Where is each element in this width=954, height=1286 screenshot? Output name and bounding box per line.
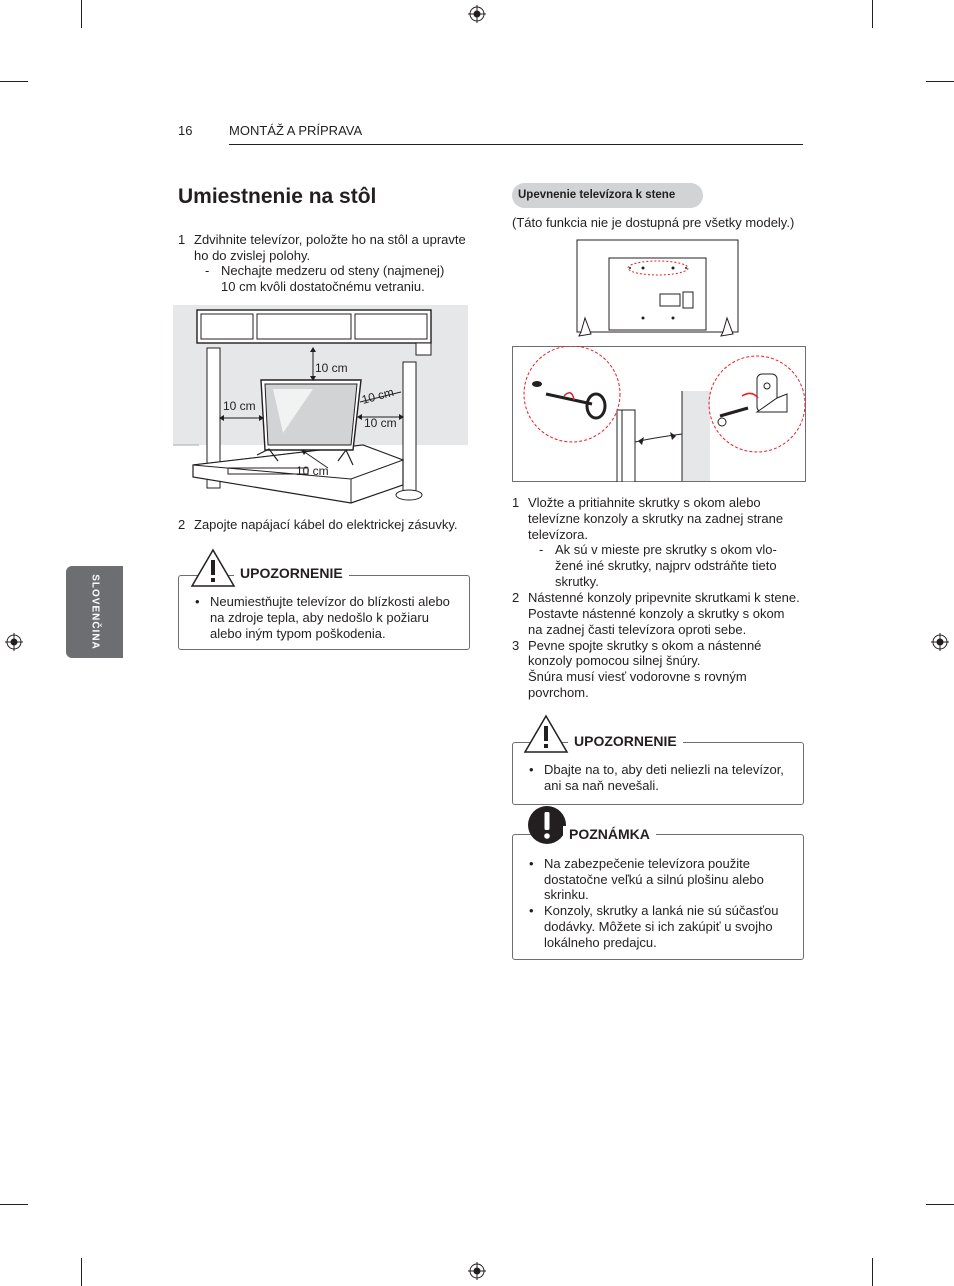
sub-text-line: žené iné skrutky, najprv odstráňte tieto [555, 558, 777, 573]
note-text-line: Na zabezpečenie televízora použite [544, 856, 750, 871]
step-text-line: konzoly pomocou silnej šnúry. [528, 653, 701, 668]
crop-mark [926, 81, 954, 82]
caution-text-line: ani sa naň nevešali. [544, 778, 659, 793]
caution-title: UPOZORNENIE [568, 733, 683, 749]
clearance-label-front: 10 cm [296, 464, 329, 478]
language-tab [66, 566, 123, 658]
warning-triangle-icon [523, 714, 569, 754]
tv-on-stand-illustration [173, 305, 468, 505]
sub-dash: - [539, 542, 544, 557]
clearance-label-right: 10 cm [364, 416, 397, 430]
crop-mark [926, 1204, 954, 1205]
crop-mark [81, 1258, 82, 1286]
step-text-line: televízne konzoly a skrutky na zadnej strane [528, 511, 784, 526]
crop-mark [872, 1258, 873, 1286]
caution-text-line: Dbajte na to, aby deti neliezli na televízor, [544, 762, 784, 777]
section-title: MONTÁŽ A PRÍPRAVA [229, 123, 363, 138]
wall-mount-illustration [512, 346, 806, 482]
step-number: 3 [512, 638, 520, 653]
sub-text-line: 10 cm kvôli dostatočnému vetraniu. [221, 279, 425, 294]
sub-text-line: Nechajte medzeru od steny (najmenej) [221, 263, 445, 278]
crop-mark [872, 0, 873, 28]
bullet-marker: • [195, 594, 200, 609]
clearance-label-right-back: 10 cm [360, 384, 396, 407]
section-pill [512, 183, 703, 208]
step-text-line: ho do zvislej polohy. [194, 248, 311, 263]
bullet-marker: • [529, 903, 534, 918]
page-heading: Umiestnenie na stôl [178, 185, 377, 208]
caution-text-line: alebo iným typom poškodenia. [210, 626, 386, 641]
note-title: POZNÁMKA [563, 826, 656, 842]
step-number: 2 [512, 590, 520, 605]
sub-dash: - [205, 263, 210, 278]
step-text-line: Zdvihnite televízor, položte ho na stôl a upravte [194, 232, 466, 247]
note-text-line: dostatočne veľkú a silnú plošinu alebo [544, 872, 764, 887]
sub-text-line: Ak sú v mieste pre skrutky s okom vlo- [555, 542, 777, 557]
step-text-line: na zadnej časti televízora oproti sebe. [528, 622, 747, 637]
registration-mark-icon [468, 1262, 486, 1280]
tv-back-illustration [575, 238, 745, 340]
registration-mark-icon [468, 5, 486, 23]
step-text-line: povrchom. [528, 685, 589, 700]
language-tab-label: SLOVENČINA [89, 574, 100, 650]
step-text-line: Nástenné konzoly pripevnite skrutkami k stene. [528, 590, 800, 605]
step-text-line: Zapojte napájací kábel do elektrickej zásuvky. [194, 517, 458, 532]
caution-text-line: na zdroje tepla, aby nedošlo k požiaru [210, 610, 429, 625]
crop-mark [0, 1204, 28, 1205]
step-number: 1 [512, 495, 520, 510]
bullet-marker: • [529, 856, 534, 871]
exclamation-circle-icon [527, 805, 567, 845]
header-divider [229, 144, 803, 145]
bullet-marker: • [529, 762, 534, 777]
note-text-line: Konzoly, skrutky a lanká nie sú súčasťou [544, 903, 779, 918]
note-text-line: lokálneho predajcu. [544, 935, 657, 950]
step-number: 2 [178, 517, 186, 532]
registration-mark-icon [5, 633, 23, 651]
page-number: 16 [178, 123, 193, 138]
step-text-line: Vložte a pritiahnite skrutky s okom alebo [528, 495, 761, 510]
registration-mark-icon [931, 633, 949, 651]
crop-mark [0, 81, 28, 82]
section-pill-label: Upevnenie televízora k stene [518, 189, 676, 201]
step-text-line: Pevne spojte skrutky s okom a nástenné [528, 638, 762, 653]
clearance-label-left: 10 cm [223, 399, 256, 413]
step-number: 1 [178, 232, 186, 247]
note-text-line: skrinku. [544, 887, 589, 902]
sub-text-line: skrutky. [555, 574, 599, 589]
clearance-label-top: 10 cm [315, 361, 348, 375]
warning-triangle-icon [190, 548, 236, 588]
step-text-line: Postavte nástenné konzoly a skrutky s okom [528, 606, 785, 621]
step-text-line: Šnúra musí viesť vodorovne s rovným [528, 669, 747, 684]
availability-note: (Táto funkcia nie je dostupná pre všetky modely.) [512, 215, 795, 230]
caution-text-line: Neumiestňujte televízor do blízkosti alebo [210, 594, 450, 609]
crop-mark [81, 0, 82, 28]
caution-title: UPOZORNENIE [234, 565, 349, 581]
step-text-line: televízora. [528, 527, 588, 542]
note-text-line: dodávky. Môžete si ich zakúpiť u svojho [544, 919, 773, 934]
